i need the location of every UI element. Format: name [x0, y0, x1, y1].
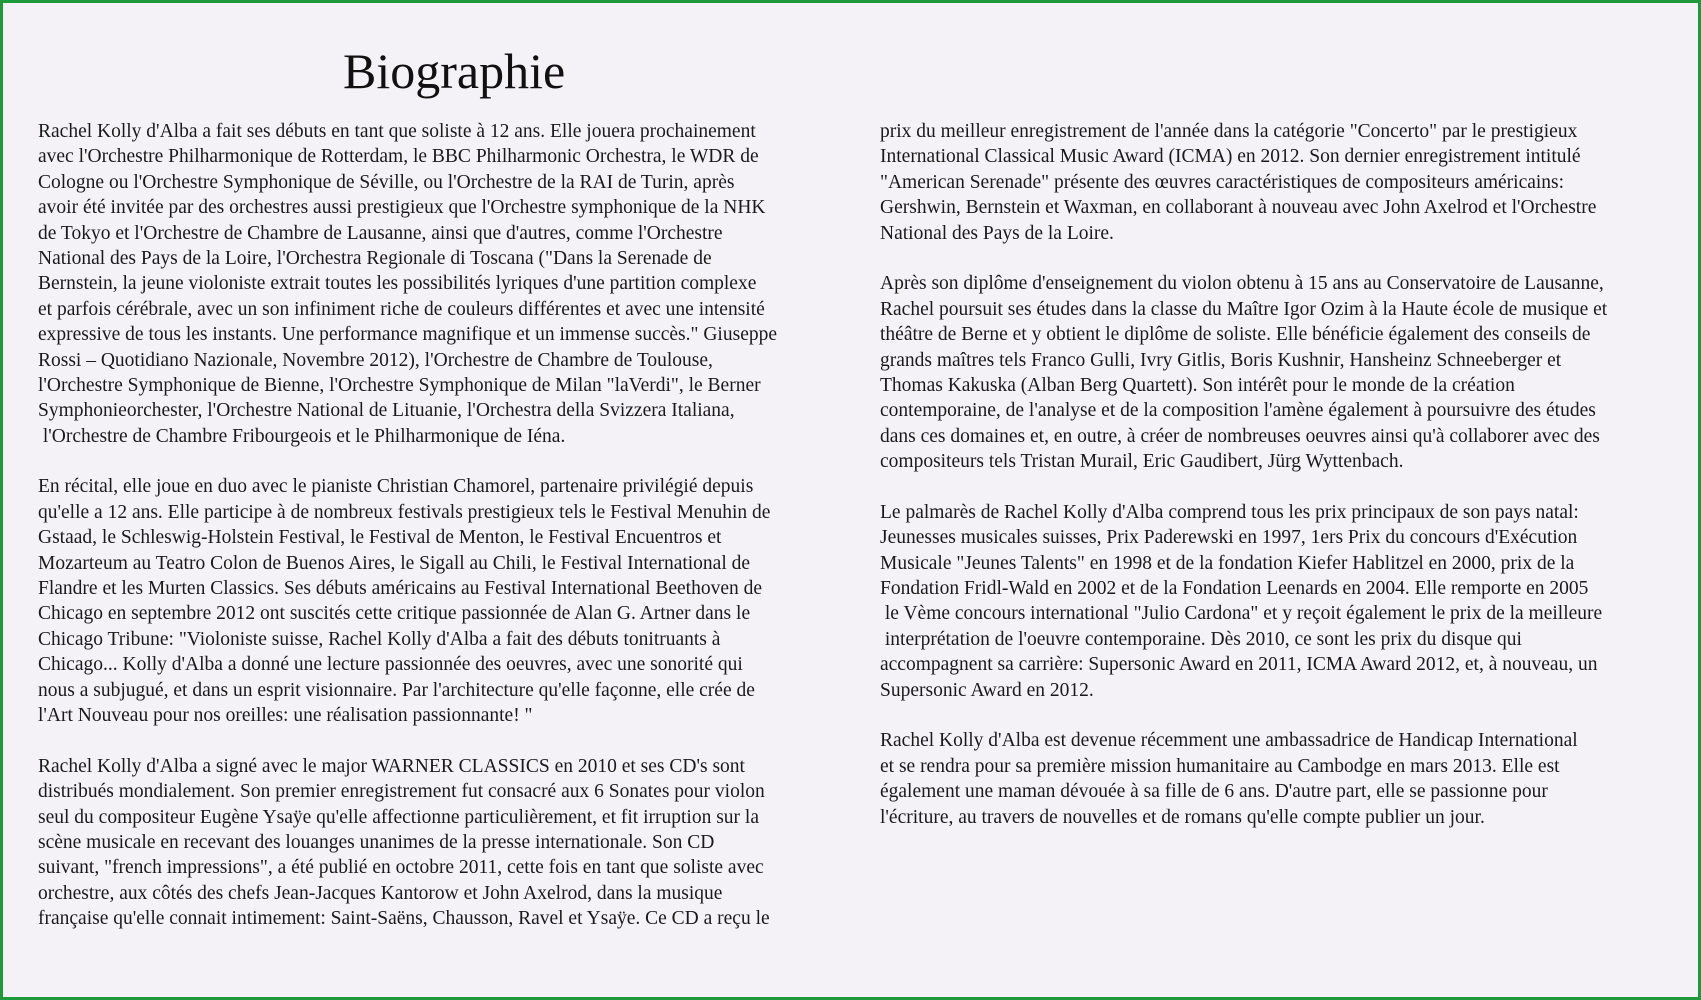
paragraph	[880, 728, 1607, 830]
text-line: suivant, "french impressions", a été publié en octobre 2011, cette fois en tant que soliste avec	[38, 857, 764, 879]
text-line: qu'elle a 12 ans. Elle participe à de nombreux festivals prestigieux tels le Festival Menuhin de	[38, 501, 771, 523]
right-column	[880, 119, 1607, 855]
text-line: Mozarteum au Teatro Colon de Buenos Aires, le Sigall au Chili, le Festival International de	[38, 552, 751, 574]
text-line: Rachel Kolly d'Alba a fait ses débuts en tant que soliste à 12 ans. Elle jouera prochainement	[38, 121, 756, 142]
text-line: le Vème concours international "Julio Cardona" et y reçoit également le prix de la meilleure	[880, 603, 1603, 625]
text-line: Fondation Fridl-Wald en 2002 et de la Fondation Leenards en 2004. Elle remporte en 2005	[880, 578, 1589, 600]
text-line: orchestre, aux côtés des chefs Jean-Jacques Kantorow et John Axelrod, dans la musique	[38, 882, 723, 904]
text-line: scène musicale en recevant des louanges unanimes de la presse internationale. Son CD	[38, 831, 715, 853]
text-line: l'Orchestre Symphonique de Bienne, l'Orchestre Symphonique de Milan "laVerdi", le Berner	[38, 374, 761, 396]
text-line: expressive de tous les instants. Une performance magnifique et un immense succès." Giuseppe	[38, 324, 778, 346]
text-line: Gershwin, Bernstein et Waxman, en collaborant à nouveau avec John Axelrod et l'Orchestre	[880, 197, 1597, 219]
paragraph	[38, 119, 777, 449]
text-line: Thomas Kakuska (Alban Berg Quartett). Son intérêt pour le monde de la création	[880, 374, 1515, 396]
text-line: dans ces domaines et, en outre, à créer de nombreuses oeuvres ainsi qu'à collaborer avec des	[880, 425, 1600, 447]
text-line: Bernstein, la jeune violoniste extrait toutes les possibilités lyriques d'une partition complexe	[38, 273, 757, 295]
text-line: Symphonieorchester, l'Orchestre National de Lituanie, l'Orchestra della Svizzera Italiana,	[38, 400, 735, 422]
text-line: l'Orchestre de Chambre Fribourgeois et le Philharmonique de Iéna.	[38, 425, 566, 447]
text-line: distribués mondialement. Son premier enregistrement fut consacré aux 6 Sonates pour violon	[38, 781, 765, 803]
text-line: Le palmarès de Rachel Kolly d'Alba comprend tous les prix principaux de son pays natal:	[880, 501, 1579, 523]
paragraph	[38, 754, 777, 932]
text-line: Supersonic Award en 2012.	[880, 679, 1094, 701]
text-line: grands maîtres tels Franco Gulli, Ivry Gitlis, Boris Kushnir, Hansheinz Schneeberger et	[880, 349, 1562, 371]
text-line: National des Pays de la Loire.	[880, 222, 1114, 244]
paragraph	[880, 500, 1607, 703]
text-line: Cologne ou l'Orchestre Symphonique de Séville, ou l'Orchestre de la RAI de Turin, après	[38, 171, 735, 193]
text-line: avoir été invitée par des orchestres aussi prestigieux que l'Orchestre symphonique de la NHK	[38, 197, 766, 219]
text-line: compositeurs tels Tristan Murail, Eric Gaudibert, Jürg Wyttenbach.	[880, 451, 1404, 473]
text-line: Rachel poursuit ses études dans la classe du Maître Igor Ozim à la Haute école de musique et	[880, 298, 1608, 320]
text-line: Rachel Kolly d'Alba est devenue récemment une ambassadrice de Handicap International	[880, 730, 1578, 752]
text-line: accompagnent sa carrière: Supersonic Award en 2011, ICMA Award 2012, et, à nouveau, un	[880, 654, 1598, 676]
text-line: et se rendra pour sa première mission humanitaire au Cambodge en mars 2013. Elle est	[880, 755, 1560, 777]
text-line: seul du compositeur Eugène Ysaÿe qu'elle affectionne particulièrement, et fit irruption sur la	[38, 806, 759, 828]
text-line: Jeunesses musicales suisses, Prix Paderewski en 1997, 1ers Prix du concours d'Exécution	[880, 527, 1578, 549]
text-line: Flandre et les Murten Classics. Ses débuts américains au Festival International Beethoven de	[38, 578, 763, 600]
text-line: Rachel Kolly d'Alba a signé avec le major WARNER CLASSICS en 2010 et ses CD's sont	[38, 755, 745, 777]
text-line: En récital, elle joue en duo avec le pianiste Christian Chamorel, partenaire privilégié depuis	[38, 476, 754, 498]
text-line: de Tokyo et l'Orchestre de Chambre de Lausanne, ainsi que d'autres, comme l'Orchestre	[38, 222, 723, 244]
text-line: française qu'elle connait intimement: Saint-Saëns, Chausson, Ravel et Ysaÿe. Ce CD a reçu le	[38, 908, 770, 930]
text-line: interprétation de l'oeuvre contemporaine. Dès 2010, ce sont les prix du disque qui	[880, 628, 1522, 650]
text-line: "American Serenade" présente des œuvres caractéristiques de compositeurs américains:	[880, 171, 1565, 193]
paragraph	[38, 474, 777, 728]
text-line: Rossi – Quotidiano Nazionale, Novembre 2012), l'Orchestre de Chambre de Toulouse,	[38, 349, 713, 371]
text-line: prix du meilleur enregistrement de l'année dans la catégorie "Concerto" par le prestigieux	[880, 121, 1578, 142]
paragraph	[880, 119, 1607, 246]
text-line: l'écriture, au travers de nouvelles et de romans qu'elle compte publier un jour.	[880, 806, 1485, 828]
text-line: Chicago Tribune: "Violoniste suisse, Rachel Kolly d'Alba a fait des débuts tonitruants à	[38, 628, 721, 650]
page-title: Biographie	[343, 43, 566, 99]
text-line: nous a subjugué, et dans un esprit visionnaire. Par l'architecture qu'elle façonne, elle crée de	[38, 679, 755, 701]
text-line: également une maman dévouée à sa fille de 6 ans. D'autre part, elle se passionne pour	[880, 781, 1548, 803]
paragraph	[880, 271, 1607, 474]
text-line: avec l'Orchestre Philharmonique de Rotterdam, le BBC Philharmonic Orchestra, le WDR de	[38, 146, 759, 168]
text-line: et parfois cérébrale, avec un son infiniment riche de couleurs différentes et avec une intensité	[38, 298, 765, 320]
text-line: l'Art Nouveau pour nos oreilles: une réalisation passionnante! "	[38, 704, 533, 726]
text-line: Gstaad, le Schleswig-Holstein Festival, le Festival de Menton, le Festival Encuentros et	[38, 527, 722, 549]
text-line: Musicale "Jeunes Talents" en 1998 et de la fondation Kiefer Hablitzel en 2000, prix de la	[880, 552, 1575, 574]
text-line: contemporaine, de l'analyse et de la composition l'amène également à poursuivre des études	[880, 400, 1596, 422]
text-line: Après son diplôme d'enseignement du violon obtenu à 15 ans au Conservatoire de Lausanne,	[880, 273, 1604, 295]
text-line: Chicago en septembre 2012 ont suscités cette critique passionnée de Alan G. Artner dans le	[38, 603, 751, 625]
text-line: Chicago... Kolly d'Alba a donné une lecture passionnée des oeuvres, avec une sonorité qui	[38, 654, 743, 676]
text-line: National des Pays de la Loire, l'Orchestra Regionale di Toscana ("Dans la Serenade de	[38, 247, 712, 269]
left-column	[38, 119, 777, 957]
text-line: International Classical Music Award (ICMA) en 2012. Son dernier enregistrement intitulé	[880, 146, 1581, 168]
text-line: théâtre de Berne et y obtient le diplôme de soliste. Elle bénéficie également des conseils de	[880, 324, 1591, 346]
